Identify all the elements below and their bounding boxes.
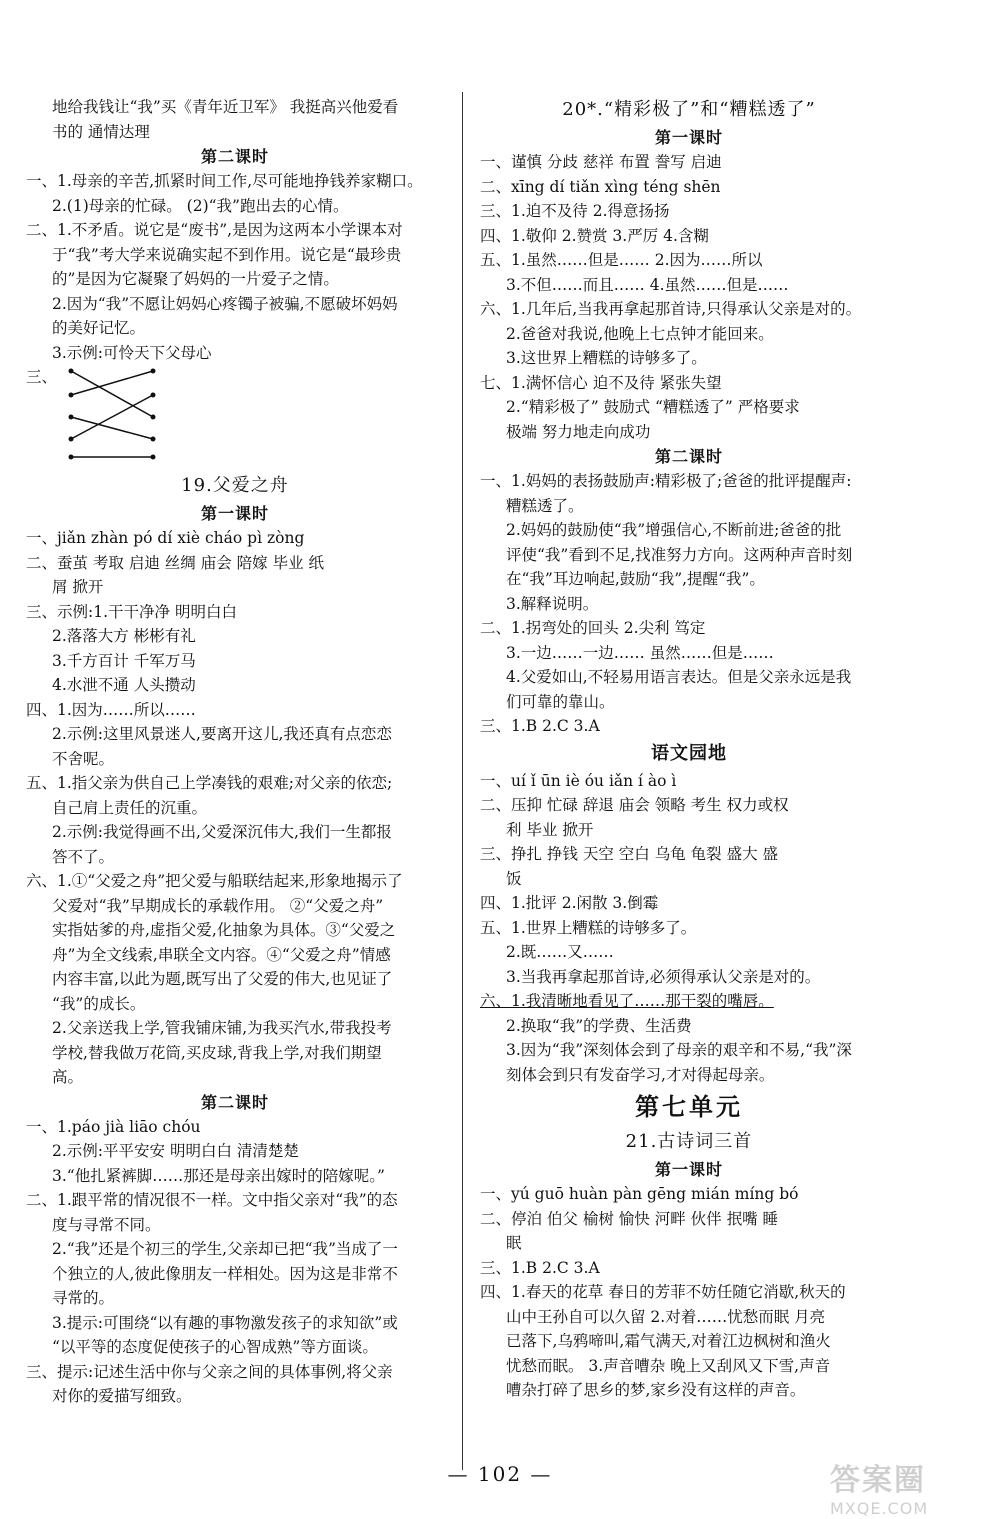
answer-line: 2.示例:这里风景迷人,要离开这儿,我还真有点恋恋 [52, 725, 392, 743]
answer-line: 答不了。 [52, 847, 115, 866]
answer-line: 七、1.满怀信心 迫不及待 紧张失望 [480, 373, 722, 392]
answer-line: 2.父亲送我上学,管我铺床铺,为我买汽水,带我投考 [52, 1019, 392, 1037]
section-heading: 语文园地 [651, 742, 727, 764]
answer-line: 二、1.跟平常的情况很不一样。文中指父亲对“我”的态 [26, 1191, 398, 1209]
answer-line: 3.当我再拿起那首诗,必须得承认父亲是对的。 [506, 967, 821, 986]
answer-line: 利 毕业 掀开 [506, 820, 594, 839]
answer-line: 四、1.敬仰 2.赞赏 3.严厉 4.含糊 [480, 226, 709, 245]
answer-line: 三、1.B 2.C 3.A [480, 717, 600, 735]
page-number: — 102 — [447, 1462, 553, 1486]
answer-line: 4.父爱如山,不轻易用语言表达。但是父亲永远是我 [506, 668, 852, 686]
answer-line: 自己肩上责任的沉重。 [52, 798, 208, 817]
answer-line: 2.爸爸对我说,他晚上七点钟才能回来。 [506, 324, 774, 343]
answer-line: 一、1.母亲的辛苦,抓紧时间工作,尽可能地挣钱养家糊口。 [26, 172, 423, 190]
answer-line: 一、谨慎 分歧 慈祥 布置 誊写 启迪 [480, 153, 722, 171]
answer-line: 实指姑爹的舟,虚指父爱,化抽象为具体。③“父爱之 [52, 921, 396, 939]
answer-line: 四、1.因为……所以…… [26, 700, 196, 719]
answer-line: 屑 掀开 [52, 578, 104, 596]
lesson-title: 21.古诗词三首 [625, 1131, 753, 1152]
answer-line: 二、1.拐弯处的回头 2.尖利 笃定 [480, 619, 706, 637]
answer-line: 一、1.páo jià liāo chóu [26, 1117, 201, 1136]
section-heading: 第二课时 [654, 447, 723, 466]
answer-line: 五、1.世界上糟糕的诗够多了。 [480, 918, 697, 937]
answer-line: 个独立的人,彼此像朋友一样相处。因为这是非常不 [52, 1264, 398, 1283]
answer-line: 三、示例:1.干干净净 明明白白 [26, 602, 237, 621]
answer-line: 2.落落大方 彬彬有礼 [52, 627, 196, 645]
answer-line: 3.解释说明。 [506, 594, 599, 613]
answer-line: 二、压抑 忙碌 辞退 庙会 领略 考生 权力或权 [480, 796, 789, 814]
answer-line: 忧愁而眠。 3.声音嘈杂 晚上又刮风又下雪,声音 [506, 1356, 831, 1375]
answer-line: 四、1.春天的花草 春日的芳菲不妨任随它消歇,秋天的 [480, 1283, 846, 1301]
answer-line: 六、1.我清晰地看见了……那干裂的嘴唇。 [480, 992, 774, 1010]
section-heading: 第一课时 [200, 504, 269, 523]
answer-line: 极端 努力地走向成功 [506, 422, 651, 441]
answer-line: 寻常的。 [52, 1289, 115, 1307]
answer-line: 饭 [506, 869, 522, 888]
answer-line: 3.一边……一边…… 虽然……但是…… [506, 643, 774, 662]
answer-line: 2.(1)母亲的忙碌。 (2)“我”跑出去的心情。 [52, 196, 349, 215]
answer-line: 2.换取“我”的学费、生活费 [506, 1016, 692, 1035]
answer-line: 3.示例:可怜天下父母心 [52, 343, 212, 362]
answer-line: 一、uí ǐ ūn iè óu iǎn í ào ì [480, 771, 677, 790]
answer-line: 3.“他扎紧裤脚……那还是母亲出嫁时的陪嫁呢。” [52, 1166, 385, 1185]
answer-line: 评使“我”看到不足,找准努力方向。这两种声音时刻 [506, 545, 853, 564]
answer-line: 在“我”耳边响起,鼓励“我”,提醒“我”。 [506, 570, 765, 588]
unit-title: 第七单元 [635, 1092, 743, 1121]
answer-line: 内容丰富,以此为题,既写出了父爱的伟大,也见证了 [52, 970, 393, 988]
left-column [26, 95, 444, 1409]
answer-line: 4.水泄不通 人头攒动 [52, 676, 196, 694]
answer-line: 二、停泊 伯父 榆树 愉快 河畔 伙伴 抿嘴 睡 [480, 1209, 778, 1228]
answer-line: 山中王孙自可以久留 2.对着……忧愁而眠 月亮 [506, 1307, 826, 1326]
answer-line: 已落下,乌鸦啼叫,霜气满天,对着江边枫树和渔火 [506, 1332, 831, 1350]
answer-line: 三、1.迫不及待 2.得意扬扬 [480, 202, 670, 220]
answer-line: 的美好记忆。 [52, 319, 146, 337]
lesson-title: 20*.“精彩极了”和“糟糕透了” [562, 99, 816, 120]
answer-line: 度与寻常不同。 [52, 1215, 161, 1234]
answer-line: 2.“精彩极了” 鼓励式 “糟糕透了” 严格要求 [506, 398, 800, 416]
answer-line: 2.示例:我觉得画不出,父爱深沉伟大,我们一生都报 [52, 823, 392, 841]
answer-line: 3.提示:可围绕“以有趣的事物激发孩子的求知欲”或 [52, 1313, 398, 1332]
answer-line: 三、 [26, 368, 58, 386]
column-divider [462, 92, 463, 1470]
answer-line: 2.既……又…… [506, 943, 614, 961]
answer-line: 眠 [506, 1234, 522, 1252]
answer-line: 3.这世界上糟糕的诗够多了。 [506, 349, 707, 367]
answer-line: 的”是因为它凝聚了妈妈的一片爱子之情。 [52, 270, 339, 288]
answer-line: 一、1.妈妈的表扬鼓励声:精彩极了;爸爸的批评提醒声: [480, 472, 852, 490]
answer-line: 舟”为全文线索,串联全文内容。④“父爱之舟”情感 [52, 945, 391, 964]
answer-line: 一、yú guō huàn pàn gēng mián míng bó [480, 1185, 799, 1203]
matching-lines-figure [61, 365, 171, 461]
answer-line: 于“我”考大学来说确实起不到作用。说它是“最珍贵 [52, 245, 402, 264]
answer-line: 3.不但……而且…… 4.虽然……但是…… [506, 275, 789, 294]
answer-line: 学校,替我做万花筒,买皮球,背我上学,对我们期望 [52, 1043, 382, 1062]
answer-line: 2.“我”还是个初三的学生,父亲却已把“我”当成了一 [52, 1240, 398, 1258]
answer-line: “以平等的态度促使孩子的心智成熟”等方面谈。 [52, 1338, 378, 1356]
answer-line: 2.因为“我”不愿让妈妈心疼镯子被骗,不愿破坏妈妈 [52, 294, 398, 313]
section-heading: 第二课时 [200, 147, 269, 166]
answer-line: 三、1.B 2.C 3.A [480, 1258, 600, 1277]
answer-line: 们可靠的靠山。 [506, 692, 615, 711]
section-heading: 第一课时 [654, 1160, 723, 1179]
answer-line: 父爱对“我”早期成长的承载作用。 ②“父爱之舟” [52, 896, 384, 915]
answer-line: 2.示例:平平安安 明明白白 清清楚楚 [52, 1142, 299, 1160]
answer-line: 五、1.虽然……但是…… 2.因为……所以 [480, 251, 763, 269]
answer-line: 六、1.①“父爱之舟”把父爱与船联结起来,形象地揭示了 [26, 872, 403, 890]
matching-answer [26, 365, 444, 463]
answer-line: 不舍呢。 [52, 749, 115, 768]
answer-line: 五、1.指父亲为供自己上学凑钱的艰难;对父亲的依恋; [26, 774, 393, 792]
watermark-logo [830, 1455, 990, 1518]
answer-line: 一、jiǎn zhàn pó dí xiè cháo pì zòng [26, 529, 305, 547]
text-line: 书的 通情达理 [52, 122, 150, 141]
answer-line: “我”的成长。 [52, 994, 146, 1013]
answer-line: 3.因为“我”深刻体会到了母亲的艰辛和不易,“我”深 [506, 1041, 852, 1059]
answer-line: 嘈杂打碎了思乡的梦,家乡没有这样的声音。 [506, 1381, 806, 1399]
watermark-url: MXQE.COM [830, 1499, 929, 1518]
answer-line: 四、1.批评 2.闲散 3.倒霉 [480, 894, 659, 912]
lesson-title: 19.父爱之舟 [181, 475, 289, 496]
answer-line: 二、蚕茧 考取 启迪 丝绸 庙会 陪嫁 毕业 纸 [26, 553, 324, 572]
answer-line: 糟糕透了。 [506, 496, 584, 515]
answer-line: 二、xīng dí tiǎn xìng téng shēn [480, 177, 721, 196]
answer-line: 三、挣扎 挣钱 天空 空白 乌龟 龟裂 盛大 盛 [480, 845, 778, 863]
text-line: 地给我钱让“我”买《青年近卫军》 我挺高兴他爱看 [52, 98, 399, 116]
answer-line: 2.妈妈的鼓励使“我”增强信心,不断前进;爸爸的批 [506, 521, 842, 539]
section-heading: 第一课时 [654, 128, 723, 147]
answer-line: 三、提示:记述生活中你与父亲之间的具体事例,将父亲 [26, 1362, 393, 1381]
answer-line: 3.千方百计 千军万马 [52, 651, 196, 670]
section-heading: 第二课时 [200, 1092, 269, 1112]
watermark-logo-text: 答案圈 [830, 1463, 926, 1498]
answer-line: 二、1.不矛盾。说它是“废书”,是因为这两本小学课本对 [26, 221, 403, 239]
answer-line: 刻体会到只有发奋学习,才对得起母亲。 [506, 1065, 775, 1084]
right-column [480, 95, 898, 1403]
answer-line: 六、1.几年后,当我再拿起那首诗,只得承认父亲是对的。 [480, 300, 862, 318]
answer-line: 对你的爱描写细致。 [52, 1387, 192, 1405]
answer-line: 高。 [52, 1068, 84, 1086]
